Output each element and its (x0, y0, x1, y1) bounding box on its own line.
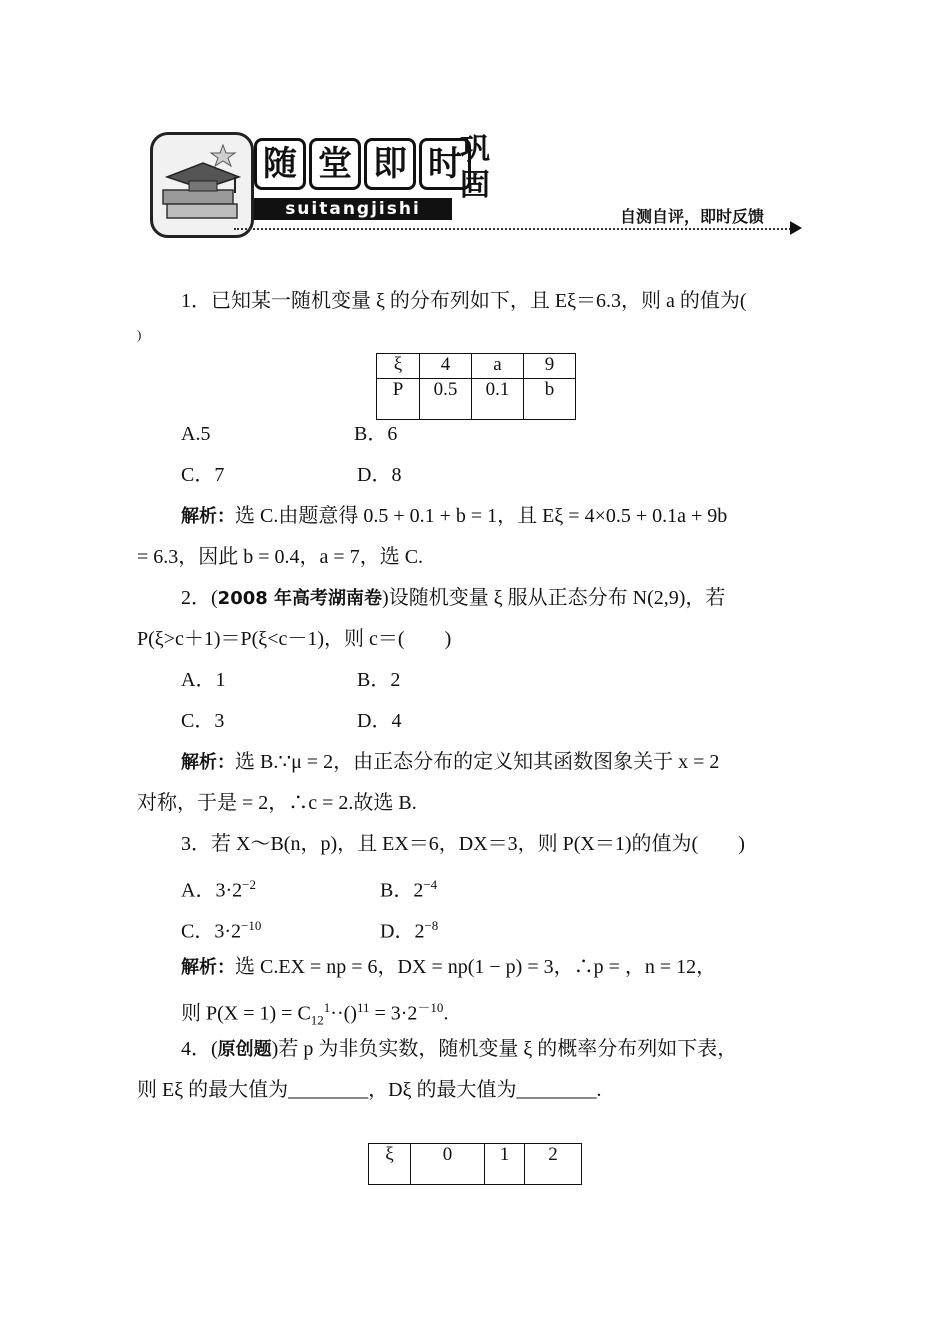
solution-text: 则 P(X = 1) = C (181, 1002, 311, 1025)
table-cell: 9 (524, 354, 576, 379)
q4-stem-line2: 则 Eξ 的最大值为________，Dξ 的最大值为________. (137, 1079, 602, 1101)
table-cell: 2 (525, 1144, 582, 1185)
title-char: 随 (254, 138, 306, 190)
q4-stem-line1 (181, 1036, 737, 1063)
table-cell: b (524, 379, 576, 420)
option-exponent: −10 (241, 918, 262, 933)
q4-source: 原创题 (217, 1039, 272, 1060)
solution-label: 解析： (181, 506, 235, 527)
solution-text: 选 C.EX = np = 6，DX = np(1 − p) = 3，∴p = ，n = 12， (235, 956, 717, 978)
q1-option-a: A.5 (181, 423, 211, 445)
q1-stem-end: ) (137, 327, 142, 342)
q3-option-b (380, 872, 437, 904)
q1-stem (181, 288, 747, 314)
section-title-side: 巩固 (460, 132, 490, 203)
q4-stem-text: )若 p 为非负实数，随机变量 ξ 的概率分布列如下表， (271, 1038, 738, 1060)
q2-solution-line1 (181, 749, 719, 776)
table-cell: 4 (420, 354, 472, 379)
q3-option-a (181, 872, 256, 904)
q3-stem: 3．若 X～B(n，p)，且 EX＝6，DX＝3，则 P(X＝1)的值为( ) (181, 833, 745, 855)
solution-subscript: 12 (310, 1012, 324, 1028)
solution-text: = 3·2 (369, 1002, 418, 1025)
option-exponent: −4 (423, 877, 438, 892)
solution-superscript: 11 (356, 1000, 370, 1015)
q2-stem-text: )设随机变量 ξ 服从正态分布 N(2,9)，若 (382, 587, 726, 609)
table-row (377, 379, 576, 420)
q2-option-c: C．3 (181, 710, 225, 732)
q2-source: 2008 年高考湖南卷 (217, 588, 383, 609)
title-char: 时 (419, 138, 471, 190)
q2-option-b: B．2 (357, 669, 401, 691)
option-exponent: −2 (242, 877, 256, 892)
q1-option-c: C．7 (181, 464, 225, 486)
option-text: C．3·2 (181, 920, 241, 943)
option-text: B．2 (380, 879, 424, 902)
solution-text: ··() (330, 1002, 357, 1025)
solution-superscript: －10 (417, 1000, 444, 1015)
q3-solution-line2 (181, 995, 448, 1034)
solution-text: . (443, 1002, 449, 1025)
title-char: 即 (364, 138, 416, 190)
table-cell: a (472, 354, 524, 379)
q2-prefix: 2．( (181, 587, 218, 609)
solution-label: 解析： (181, 957, 235, 978)
q2-option-a: A．1 (181, 669, 226, 691)
table-cell: 0.5 (420, 379, 472, 420)
q1-solution-line2: = 6.3，因此 b = 0.4，a = 7，选 C. (137, 546, 424, 568)
q2-stem-line2: P(ξ>c＋1)＝P(ξ<c－1)，则 c＝( ) (137, 628, 452, 650)
slogan: 自测自评，即时反馈 (620, 207, 765, 226)
q4-prefix: 4．( (181, 1038, 218, 1060)
option-exponent: −8 (424, 918, 439, 933)
solution-label: 解析： (181, 752, 235, 773)
q1-option-d: D．8 (357, 464, 402, 486)
title-char: 堂 (309, 138, 361, 190)
q2-stem-line1 (181, 585, 725, 612)
q2-option-d: D．4 (357, 710, 402, 732)
q2-solution-line2: 对称，于是 = 2，∴c = 2.故选 B. (137, 792, 417, 814)
table-cell: 0 (411, 1144, 485, 1185)
solution-text: 选 B.∵μ = 2，由正态分布的定义知其函数图象关于 x = 2 (235, 751, 720, 773)
table-row (369, 1144, 582, 1185)
solution-superscript: 1 (323, 1000, 331, 1015)
q1-solution-line1 (181, 503, 727, 530)
table-cell: ξ (377, 354, 420, 379)
table-row (377, 354, 576, 379)
table-cell: 1 (485, 1144, 525, 1185)
pinyin-bar: suitangjishi (254, 198, 452, 220)
q1-stem-text: 1．已知某一随机变量 ξ 的分布列如下，且 Eξ＝6.3，则 a 的值为( (181, 290, 747, 312)
option-text: D．2 (380, 920, 425, 943)
table-cell: ξ (369, 1144, 411, 1185)
q3-solution-line1 (181, 954, 716, 981)
q4-distribution-table (368, 1143, 582, 1185)
q1-distribution-table (376, 353, 576, 420)
q3-option-d (380, 913, 438, 945)
table-cell: P (377, 379, 420, 420)
solution-text: 选 C.由题意得 0.5 + 0.1 + b = 1，且 Eξ = 4×0.5 + 0.1a + 9b (235, 505, 728, 527)
q1-option-b: B．6 (354, 423, 398, 445)
table-cell: 0.1 (472, 379, 524, 420)
option-text: A．3·2 (181, 879, 243, 902)
q3-option-c (181, 913, 261, 945)
